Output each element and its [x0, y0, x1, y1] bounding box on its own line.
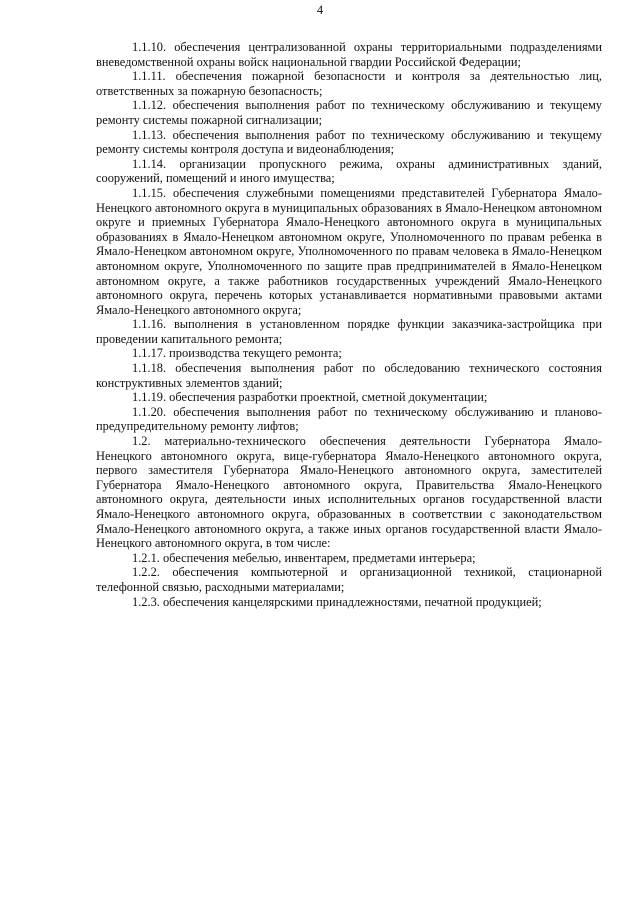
clause-1-1-10: 1.1.10. обеспечения централизованной охраны территориальными подразделениями вневедомственной охраны войск национальной гвардии Российской Федерации;: [96, 40, 602, 69]
clause-1-1-11: 1.1.11. обеспечения пожарной безопасности и контроля за деятельностью лиц, ответственных за пожарную безопасность;: [96, 69, 602, 98]
clause-1-1-17: 1.1.17. производства текущего ремонта;: [132, 346, 342, 361]
clause-1-1-12: 1.1.12. обеспечения выполнения работ по техническому обслуживанию и текущему ремонту системы пожарной сигнализации;: [96, 98, 602, 127]
clause-1-1-19: 1.1.19. обеспечения разработки проектной, сметной документации;: [132, 390, 488, 405]
clause-1-1-15: 1.1.15. обеспечения служебными помещениями представителей Губернатора Ямало-Ненецкого автономного округа в муниципальных образованиях в Ямало-Ненецком автономном округе и приемных Губернатора Ямало-Ненецкого автономного округа в муниципальных образованиях в Ямало-Ненецком автономном округе, Уполномоченного по правам ребенка в Ямало-Ненецком автономном округе, Уполномоченного по правам человека в Ямало-Ненецком автономном округе, Уполномоченного по защите прав предпринимателей в Ямало-Ненецком автономном округе, а также работников государственных учреждений Ямало-Ненецкого автономного округа, перечень которых устанавливается нормативными правовыми актами Ямало-Ненецкого автономного округа;: [96, 185, 602, 317]
clause-1-1-13: 1.1.13. обеспечения выполнения работ по техническому обслуживанию и текущему ремонту системы контроля доступа и видеонаблюдения;: [96, 127, 602, 157]
clause-1-1-20: 1.1.20. обеспечения выполнения работ по техническому обслуживанию и планово-предупредительному ремонту лифтов;: [96, 404, 602, 434]
clause-1-1-14: 1.1.14. организации пропускного режима, охраны административных зданий, сооружений, помещений и иного имущества;: [96, 156, 602, 186]
clause-1-2-2: 1.2.2. обеспечения компьютерной и организационной техникой, стационарной телефонной связью, расходными материалами;: [96, 565, 602, 594]
clause-1-2-3: 1.2.3. обеспечения канцелярскими принадлежностями, печатной продукцией;: [132, 594, 542, 609]
page-number: 4: [316, 3, 324, 17]
clause-1-1-18: 1.1.18. обеспечения выполнения работ по обследованию технического состояния конструктивных элементов зданий;: [96, 361, 602, 390]
clause-1-2: 1.2. материально-технического обеспечения деятельности Губернатора Ямало-Ненецкого автономного округа, вице-губернатора Ямало-Ненецкого автономного округа, первого заместителя Губернатора Ямало-Ненецкого автономного округа, заместителей Губернатора Ямало-Ненецкого автономного округа, Правительства Ямало-Ненецкого автономного округа, деятельности иных исполнительных органов государственной власти Ямало-Ненецкого автономного округа, образованных в соответствии с законодательством Ямало-Ненецкого автономного округа, а также иных органов государственной власти Ямало-Ненецкого автономного округа, в том числе:: [96, 434, 602, 551]
clause-1-2-1: 1.2.1. обеспечения мебелью, инвентарем, предметами интерьера;: [132, 550, 476, 565]
clause-1-1-16: 1.1.16. выполнения в установленном порядке функции заказчика-застройщика при проведении капитального ремонта;: [96, 317, 602, 346]
document-body: [96, 40, 602, 609]
